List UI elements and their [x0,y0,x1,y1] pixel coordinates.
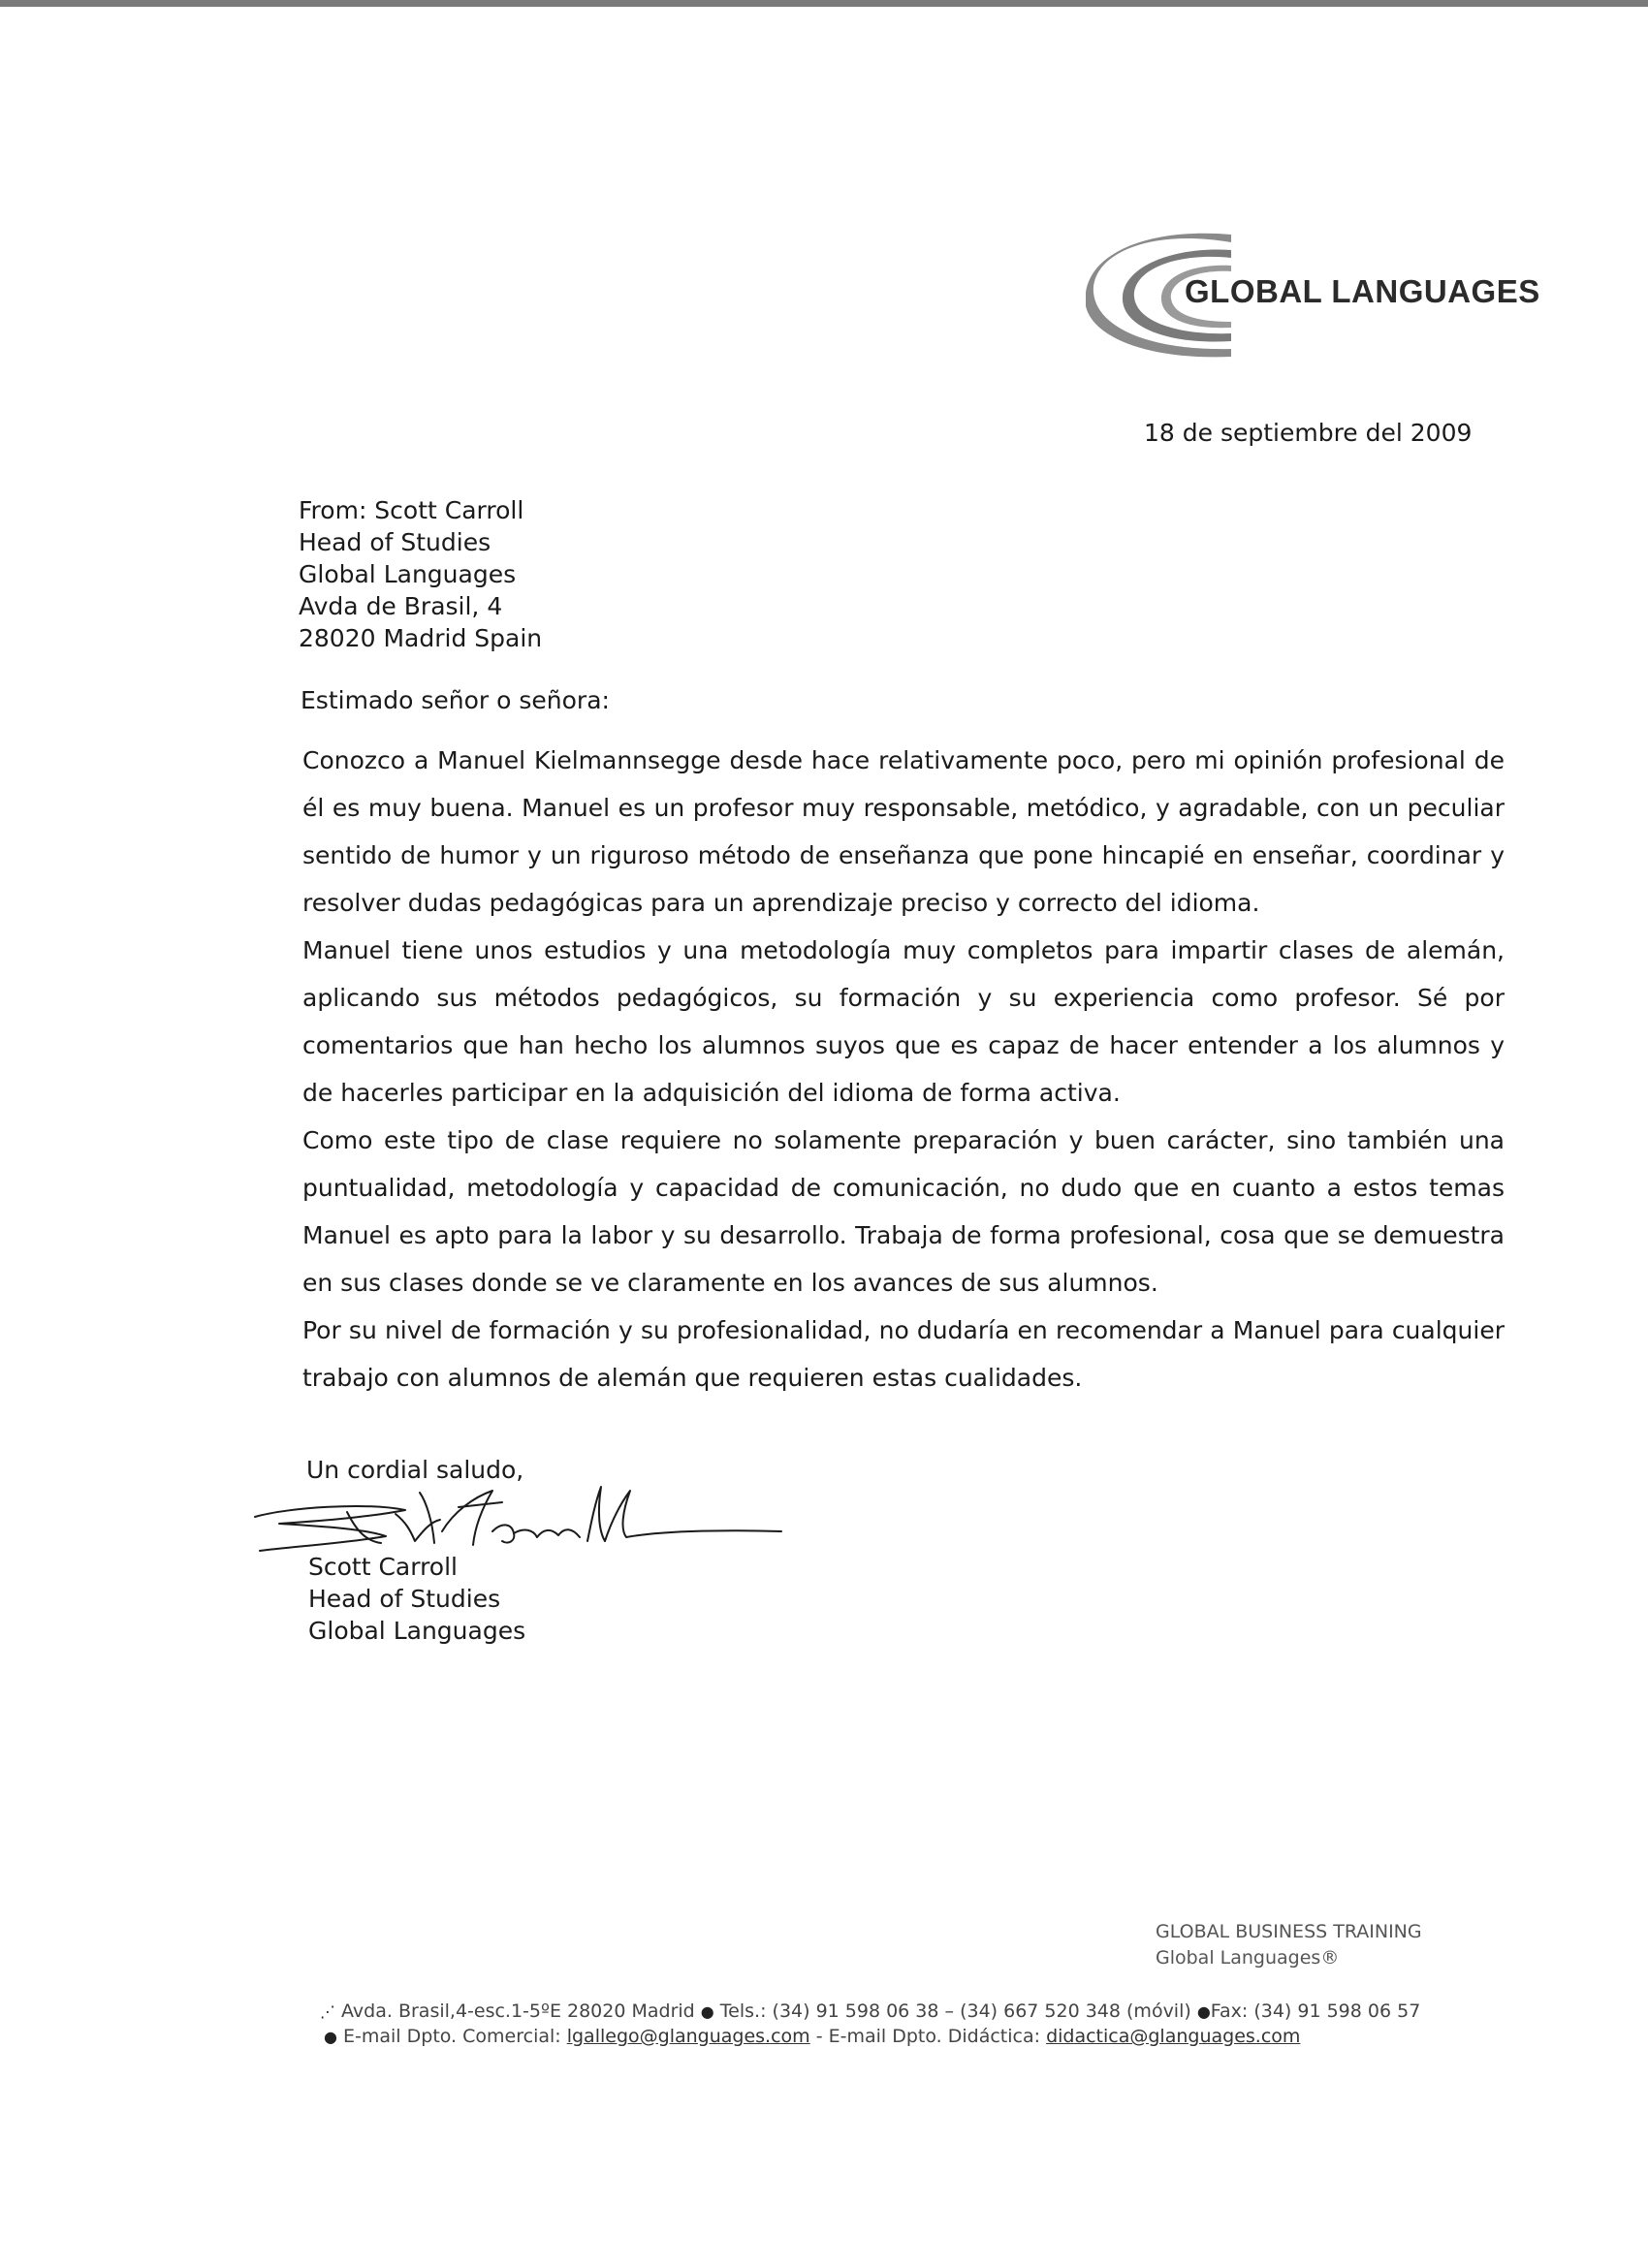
sender-city: 28020 Madrid Spain [299,624,543,652]
paragraph-1: Conozco a Manuel Kielmannsegge desde hace relativamente poco, pero mi opinión profesional de él es muy buena. Manuel es un profesor muy responsable, metódico, y agradable, con un peculiar sentido de humor y un riguroso método de enseñanza que pone hincapié en enseñar, coordinar y resolver dudas pedagógicas para un aprendizaje preciso y correcto del idioma. [302,746,1505,917]
paragraph-3: Como este tipo de clase requiere no solamente preparación y buen carácter, sino también una puntualidad, metodología y capacidad de comunicación, no dudo que en cuanto a estos temas Manuel es apto para la labor y su desarrollo. Trabaja de forma profesional, cosa que se demuestra en sus clases donde se ve claramente en los avances de sus alumnos. [302,1126,1505,1297]
sender-block [299,494,542,654]
paragraph-4: Por su nivel de formación y su profesionalidad, no dudaría en recomendar a Manuel para cualquier trabajo con alumnos de alemán que requieren estas cualidades. [302,1316,1505,1392]
letter-date: 18 de septiembre del 2009 [1144,419,1473,447]
closing: Un cordial saludo, [306,1456,524,1484]
scan-top-edge [0,0,1648,7]
paragraph-2: Manuel tiene unos estudios y una metodología muy completos para impartir clases de alemán, aplicando sus métodos pedagógicos, su formación y su experiencia como profesor. Sé por comentarios que han hecho los alumnos suyos que es capaz de hacer entender a los alumnos y de hacerles participar en la adquisición del idioma de forma activa. [302,936,1505,1107]
footer-tels-label: Tels.: [719,2000,767,2022]
sender-company: Global Languages [299,560,517,588]
sender-title: Head of Studies [299,528,491,556]
footer-email-didactic-label: E-mail Dpto. Didáctica: [828,2026,1041,2047]
footer-brand [1156,1919,1422,1971]
footer-brand-line2: Global Languages® [1156,1947,1340,1969]
footer-separator: - [809,2026,829,2047]
letter-body [302,737,1505,1402]
footer-tels: (34) 91 598 06 38 – (34) 667 520 348 (móvil) [772,2000,1191,2022]
bullet-icon: ● [324,2028,337,2046]
footer-email-line [324,2026,1300,2047]
footer-fax-label: Fax: [1210,2000,1249,2022]
sender-street: Avda de Brasil, 4 [299,592,503,620]
footer-contact-line [320,2000,1420,2022]
company-logo [1086,233,1540,368]
signer-company: Global Languages [308,1617,526,1645]
logo-text: GLOBAL LANGUAGES [1185,273,1540,309]
signer-block [308,1551,525,1647]
email-didactic-link[interactable]: didactica@glanguages.com [1046,2026,1301,2047]
signer-name: Scott Carroll [308,1553,458,1581]
footer-address: Avda. Brasil,4-esc.1-5ºE 28020 Madrid [341,2000,695,2022]
salutation: Estimado señor o señora: [301,686,610,714]
footer-fax: (34) 91 598 06 57 [1253,2000,1421,2022]
signer-title: Head of Studies [308,1585,501,1613]
email-commercial-link[interactable]: lgallego@glanguages.com [566,2026,810,2047]
footer-email-commercial-label: E-mail Dpto. Comercial: [343,2026,561,2047]
bullet-icon: ● [1196,2002,1211,2021]
location-marker-icon: ⋰ [320,2002,335,2021]
bullet-icon: ● [700,2002,714,2021]
sender-from: From: Scott Carroll [299,496,524,524]
footer-brand-line1: GLOBAL BUSINESS TRAINING [1156,1921,1422,1942]
